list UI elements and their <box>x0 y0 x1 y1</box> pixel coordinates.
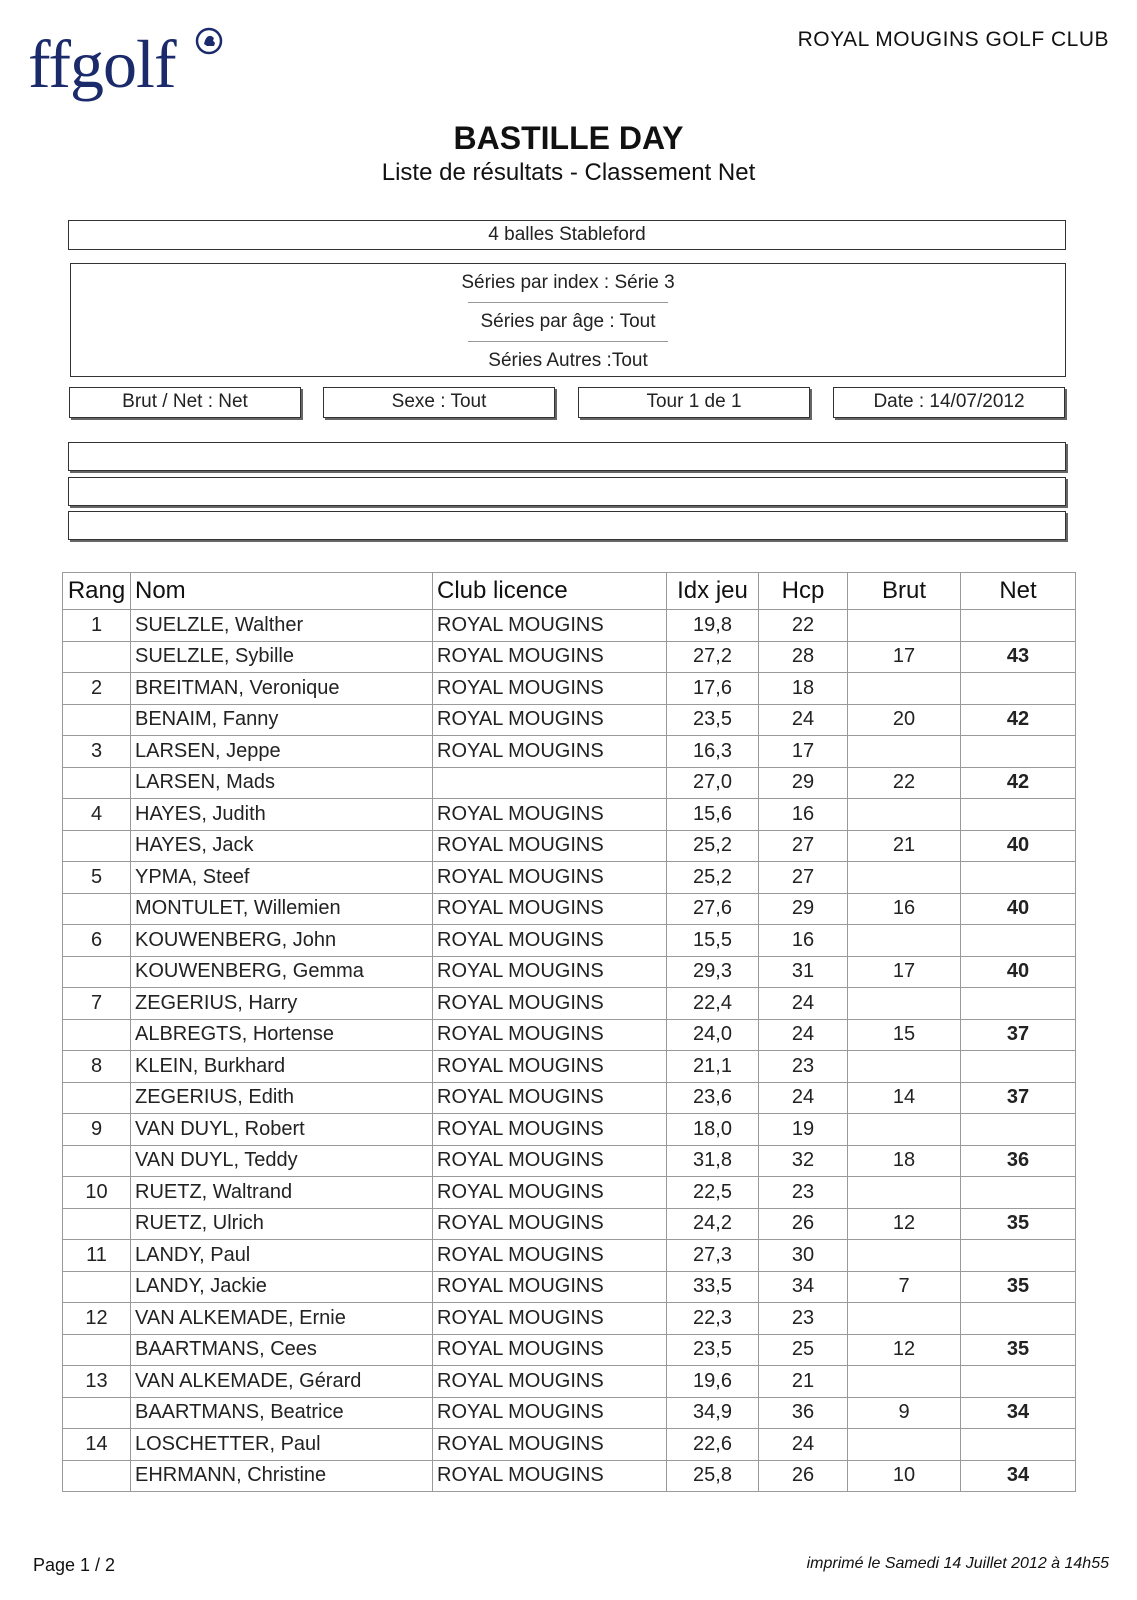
cell-net <box>961 736 1076 768</box>
cell-rang: 12 <box>63 1303 131 1335</box>
cell-rang: 11 <box>63 1240 131 1272</box>
table-row <box>63 1177 1076 1209</box>
cell-brut <box>848 673 961 705</box>
cell-rang: 7 <box>63 988 131 1020</box>
cell-hcp: 30 <box>759 1240 848 1272</box>
cell-nom: VAN DUYL, Teddy <box>131 1145 433 1177</box>
ffgolf-logo <box>28 26 176 102</box>
cell-rang <box>63 641 131 673</box>
cell-idx: 15,5 <box>667 925 759 957</box>
table-row <box>63 893 1076 925</box>
table-row <box>63 1271 1076 1303</box>
cell-brut: 10 <box>848 1460 961 1492</box>
cell-idx: 27,6 <box>667 893 759 925</box>
header-rang: Rang <box>63 573 131 610</box>
rooster-icon <box>194 26 224 56</box>
cell-net: 36 <box>961 1145 1076 1177</box>
cell-hcp: 24 <box>759 1429 848 1461</box>
cell-hcp: 25 <box>759 1334 848 1366</box>
table-row <box>63 610 1076 642</box>
cell-hcp: 22 <box>759 610 848 642</box>
cell-idx: 27,0 <box>667 767 759 799</box>
table-row <box>63 1114 1076 1146</box>
cell-brut <box>848 925 961 957</box>
cell-idx: 18,0 <box>667 1114 759 1146</box>
cell-net <box>961 1240 1076 1272</box>
cell-hcp: 27 <box>759 862 848 894</box>
cell-hcp: 23 <box>759 1051 848 1083</box>
cell-club: ROYAL MOUGINS <box>433 1145 667 1177</box>
cell-brut <box>848 1114 961 1146</box>
series-other: Séries Autres :Tout <box>488 350 648 371</box>
cell-rang: 4 <box>63 799 131 831</box>
print-timestamp: imprimé le Samedi 14 Juillet 2012 à 14h55 <box>806 1555 1109 1572</box>
cell-nom: LANDY, Jackie <box>131 1271 433 1303</box>
header-net: Net <box>961 573 1076 610</box>
criteria-brut-net: Brut / Net : Net <box>69 387 301 418</box>
cell-brut: 17 <box>848 641 961 673</box>
cell-club: ROYAL MOUGINS <box>433 1303 667 1335</box>
cell-net: 42 <box>961 704 1076 736</box>
cell-idx: 27,3 <box>667 1240 759 1272</box>
cell-idx: 33,5 <box>667 1271 759 1303</box>
cell-club: ROYAL MOUGINS <box>433 641 667 673</box>
cell-nom: HAYES, Judith <box>131 799 433 831</box>
table-row <box>63 1303 1076 1335</box>
cell-club: ROYAL MOUGINS <box>433 1460 667 1492</box>
table-row <box>63 1429 1076 1461</box>
blank-box <box>68 477 1066 506</box>
cell-club: ROYAL MOUGINS <box>433 1240 667 1272</box>
cell-club: ROYAL MOUGINS <box>433 988 667 1020</box>
cell-hcp: 23 <box>759 1177 848 1209</box>
header-nom: Nom <box>131 573 433 610</box>
cell-rang <box>63 1208 131 1240</box>
cell-nom: KLEIN, Burkhard <box>131 1051 433 1083</box>
cell-net <box>961 988 1076 1020</box>
cell-hcp: 23 <box>759 1303 848 1335</box>
cell-rang: 8 <box>63 1051 131 1083</box>
series-index: Séries par index : Série 3 <box>461 272 675 293</box>
cell-nom: MONTULET, Willemien <box>131 893 433 925</box>
cell-club: ROYAL MOUGINS <box>433 1271 667 1303</box>
cell-brut: 7 <box>848 1271 961 1303</box>
cell-hcp: 29 <box>759 893 848 925</box>
cell-idx: 24,2 <box>667 1208 759 1240</box>
table-row <box>63 1460 1076 1492</box>
cell-brut <box>848 1240 961 1272</box>
formula-box: 4 balles Stableford <box>68 220 1066 250</box>
cell-hcp: 26 <box>759 1208 848 1240</box>
cell-nom: KOUWENBERG, Gemma <box>131 956 433 988</box>
cell-idx: 22,3 <box>667 1303 759 1335</box>
cell-club: ROYAL MOUGINS <box>433 799 667 831</box>
cell-hcp: 24 <box>759 1019 848 1051</box>
cell-nom: LANDY, Paul <box>131 1240 433 1272</box>
cell-idx: 22,4 <box>667 988 759 1020</box>
table-row <box>63 736 1076 768</box>
series-age: Séries par âge : Tout <box>480 311 656 332</box>
cell-rang <box>63 956 131 988</box>
cell-hcp: 29 <box>759 767 848 799</box>
table-row <box>63 1051 1076 1083</box>
cell-rang: 13 <box>63 1366 131 1398</box>
cell-net <box>961 1366 1076 1398</box>
header-brut: Brut <box>848 573 961 610</box>
cell-hcp: 34 <box>759 1271 848 1303</box>
header-club: Club licence <box>433 573 667 610</box>
cell-net <box>961 1051 1076 1083</box>
cell-nom: ZEGERIUS, Harry <box>131 988 433 1020</box>
cell-idx: 17,6 <box>667 673 759 705</box>
cell-idx: 29,3 <box>667 956 759 988</box>
blank-box <box>68 442 1066 471</box>
cell-net: 35 <box>961 1334 1076 1366</box>
club-name: ROYAL MOUGINS GOLF CLUB <box>797 28 1109 51</box>
table-row <box>63 862 1076 894</box>
cell-club: ROYAL MOUGINS <box>433 1019 667 1051</box>
cell-brut: 17 <box>848 956 961 988</box>
cell-brut <box>848 1051 961 1083</box>
header-hcp: Hcp <box>759 573 848 610</box>
cell-nom: VAN DUYL, Robert <box>131 1114 433 1146</box>
cell-rang <box>63 1019 131 1051</box>
cell-nom: LARSEN, Mads <box>131 767 433 799</box>
cell-club: ROYAL MOUGINS <box>433 1177 667 1209</box>
table-row <box>63 1019 1076 1051</box>
cell-brut <box>848 610 961 642</box>
cell-nom: RUETZ, Waltrand <box>131 1177 433 1209</box>
cell-hcp: 36 <box>759 1397 848 1429</box>
cell-net: 37 <box>961 1019 1076 1051</box>
cell-hcp: 18 <box>759 673 848 705</box>
cell-brut: 12 <box>848 1334 961 1366</box>
cell-hcp: 24 <box>759 1082 848 1114</box>
cell-rang: 6 <box>63 925 131 957</box>
cell-club: ROYAL MOUGINS <box>433 1114 667 1146</box>
cell-nom: VAN ALKEMADE, Ernie <box>131 1303 433 1335</box>
table-row <box>63 767 1076 799</box>
cell-club: ROYAL MOUGINS <box>433 830 667 862</box>
page-number: Page 1 / 2 <box>33 1555 116 1575</box>
cell-brut: 14 <box>848 1082 961 1114</box>
table-row <box>63 1145 1076 1177</box>
cell-rang <box>63 1271 131 1303</box>
cell-brut: 22 <box>848 767 961 799</box>
cell-club: ROYAL MOUGINS <box>433 862 667 894</box>
table-row <box>63 988 1076 1020</box>
cell-net <box>961 1429 1076 1461</box>
cell-brut <box>848 799 961 831</box>
cell-idx: 22,6 <box>667 1429 759 1461</box>
cell-nom: LARSEN, Jeppe <box>131 736 433 768</box>
cell-brut <box>848 862 961 894</box>
table-row <box>63 1240 1076 1272</box>
table-row <box>63 830 1076 862</box>
cell-rang <box>63 1397 131 1429</box>
series-box <box>70 263 1066 377</box>
cell-hcp: 27 <box>759 830 848 862</box>
cell-idx: 34,9 <box>667 1397 759 1429</box>
cell-idx: 19,6 <box>667 1366 759 1398</box>
cell-nom: BENAIM, Fanny <box>131 704 433 736</box>
cell-club: ROYAL MOUGINS <box>433 1397 667 1429</box>
cell-net: 40 <box>961 830 1076 862</box>
cell-hcp: 24 <box>759 988 848 1020</box>
cell-rang: 10 <box>63 1177 131 1209</box>
cell-brut: 20 <box>848 704 961 736</box>
cell-nom: ALBREGTS, Hortense <box>131 1019 433 1051</box>
cell-brut <box>848 988 961 1020</box>
cell-hcp: 24 <box>759 704 848 736</box>
cell-idx: 16,3 <box>667 736 759 768</box>
cell-idx: 25,2 <box>667 830 759 862</box>
table-row <box>63 673 1076 705</box>
cell-nom: BAARTMANS, Cees <box>131 1334 433 1366</box>
cell-brut: 16 <box>848 893 961 925</box>
cell-brut: 21 <box>848 830 961 862</box>
cell-net: 35 <box>961 1208 1076 1240</box>
cell-idx: 19,8 <box>667 610 759 642</box>
cell-brut <box>848 1177 961 1209</box>
table-header-row <box>63 573 1076 610</box>
cell-brut <box>848 1366 961 1398</box>
results-body <box>63 610 1076 1492</box>
cell-club: ROYAL MOUGINS <box>433 673 667 705</box>
cell-club: ROYAL MOUGINS <box>433 925 667 957</box>
cell-idx: 23,5 <box>667 704 759 736</box>
cell-rang <box>63 1082 131 1114</box>
cell-brut <box>848 1429 961 1461</box>
logo-text: ffgolf <box>28 26 176 102</box>
cell-brut <box>848 736 961 768</box>
cell-net <box>961 610 1076 642</box>
cell-nom: BREITMAN, Veronique <box>131 673 433 705</box>
cell-brut: 18 <box>848 1145 961 1177</box>
cell-club: ROYAL MOUGINS <box>433 1082 667 1114</box>
cell-hcp: 16 <box>759 925 848 957</box>
cell-nom: HAYES, Jack <box>131 830 433 862</box>
table-row <box>63 704 1076 736</box>
cell-net <box>961 799 1076 831</box>
cell-rang: 9 <box>63 1114 131 1146</box>
cell-net <box>961 862 1076 894</box>
cell-nom: SUELZLE, Sybille <box>131 641 433 673</box>
cell-hcp: 17 <box>759 736 848 768</box>
cell-hcp: 28 <box>759 641 848 673</box>
cell-club: ROYAL MOUGINS <box>433 1051 667 1083</box>
table-row <box>63 1082 1076 1114</box>
criteria-tour: Tour 1 de 1 <box>578 387 810 418</box>
cell-net: 40 <box>961 956 1076 988</box>
cell-hcp: 26 <box>759 1460 848 1492</box>
table-row <box>63 1366 1076 1398</box>
cell-rang: 5 <box>63 862 131 894</box>
cell-club: ROYAL MOUGINS <box>433 1429 667 1461</box>
cell-hcp: 32 <box>759 1145 848 1177</box>
table-row <box>63 1334 1076 1366</box>
cell-nom: ZEGERIUS, Edith <box>131 1082 433 1114</box>
cell-club <box>433 767 667 799</box>
cell-brut: 9 <box>848 1397 961 1429</box>
cell-rang <box>63 1145 131 1177</box>
cell-club: ROYAL MOUGINS <box>433 1366 667 1398</box>
cell-net: 42 <box>961 767 1076 799</box>
cell-idx: 25,8 <box>667 1460 759 1492</box>
cell-nom: BAARTMANS, Beatrice <box>131 1397 433 1429</box>
cell-club: ROYAL MOUGINS <box>433 956 667 988</box>
cell-hcp: 16 <box>759 799 848 831</box>
cell-club: ROYAL MOUGINS <box>433 1334 667 1366</box>
cell-net: 35 <box>961 1271 1076 1303</box>
cell-rang: 3 <box>63 736 131 768</box>
cell-idx: 22,5 <box>667 1177 759 1209</box>
blank-box <box>68 511 1066 540</box>
cell-net: 37 <box>961 1082 1076 1114</box>
table-row <box>63 641 1076 673</box>
cell-net <box>961 673 1076 705</box>
cell-nom: RUETZ, Ulrich <box>131 1208 433 1240</box>
cell-nom: VAN ALKEMADE, Gérard <box>131 1366 433 1398</box>
cell-brut <box>848 1303 961 1335</box>
cell-net <box>961 1177 1076 1209</box>
cell-rang: 1 <box>63 610 131 642</box>
cell-idx: 23,6 <box>667 1082 759 1114</box>
cell-rang <box>63 704 131 736</box>
cell-rang <box>63 1460 131 1492</box>
cell-idx: 21,1 <box>667 1051 759 1083</box>
criteria-sexe: Sexe : Tout <box>323 387 555 418</box>
cell-idx: 24,0 <box>667 1019 759 1051</box>
cell-idx: 25,2 <box>667 862 759 894</box>
cell-net: 34 <box>961 1397 1076 1429</box>
cell-club: ROYAL MOUGINS <box>433 610 667 642</box>
cell-club: ROYAL MOUGINS <box>433 736 667 768</box>
cell-nom: SUELZLE, Walther <box>131 610 433 642</box>
cell-nom: LOSCHETTER, Paul <box>131 1429 433 1461</box>
cell-rang: 14 <box>63 1429 131 1461</box>
cell-net <box>961 1303 1076 1335</box>
cell-rang <box>63 830 131 862</box>
cell-hcp: 19 <box>759 1114 848 1146</box>
cell-hcp: 21 <box>759 1366 848 1398</box>
cell-idx: 15,6 <box>667 799 759 831</box>
page-subtitle: Liste de résultats - Classement Net <box>381 159 756 186</box>
cell-brut: 12 <box>848 1208 961 1240</box>
cell-idx: 27,2 <box>667 641 759 673</box>
cell-idx: 31,8 <box>667 1145 759 1177</box>
results-table <box>62 572 1076 1492</box>
table-row <box>63 1397 1076 1429</box>
table-row <box>63 799 1076 831</box>
table-row <box>63 956 1076 988</box>
header-idx: Idx jeu <box>667 573 759 610</box>
cell-nom: KOUWENBERG, John <box>131 925 433 957</box>
cell-net: 43 <box>961 641 1076 673</box>
cell-rang <box>63 893 131 925</box>
cell-hcp: 31 <box>759 956 848 988</box>
cell-rang <box>63 1334 131 1366</box>
cell-idx: 23,5 <box>667 1334 759 1366</box>
cell-net <box>961 1114 1076 1146</box>
cell-club: ROYAL MOUGINS <box>433 1208 667 1240</box>
cell-club: ROYAL MOUGINS <box>433 704 667 736</box>
cell-rang: 2 <box>63 673 131 705</box>
cell-nom: YPMA, Steef <box>131 862 433 894</box>
page-title: BASTILLE DAY <box>453 120 684 156</box>
cell-net: 40 <box>961 893 1076 925</box>
cell-net <box>961 925 1076 957</box>
table-row <box>63 925 1076 957</box>
criteria-date: Date : 14/07/2012 <box>833 387 1065 418</box>
cell-rang <box>63 767 131 799</box>
cell-nom: EHRMANN, Christine <box>131 1460 433 1492</box>
cell-net: 34 <box>961 1460 1076 1492</box>
cell-club: ROYAL MOUGINS <box>433 893 667 925</box>
table-row <box>63 1208 1076 1240</box>
cell-brut: 15 <box>848 1019 961 1051</box>
